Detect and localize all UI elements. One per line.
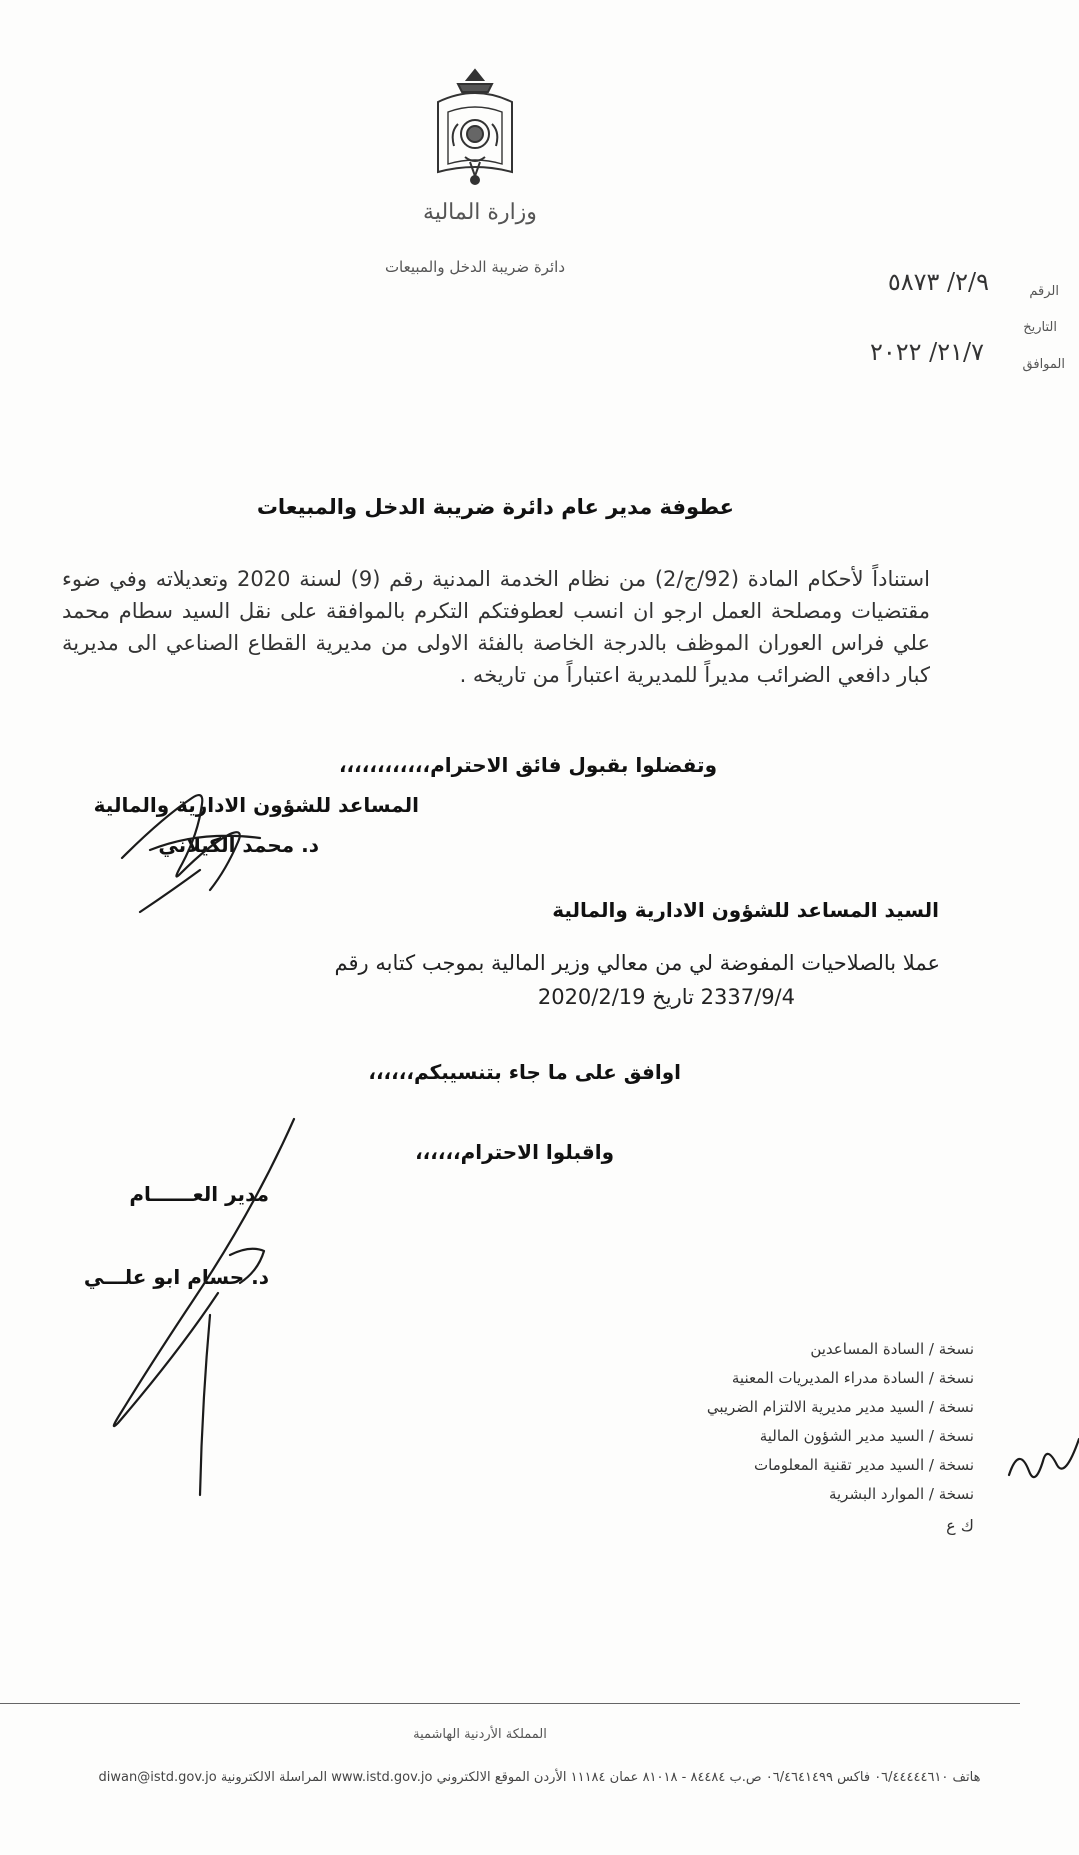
director-general-name: د. حسام ابو علـــي xyxy=(83,1265,269,1289)
corresponding-date-label: الموافق xyxy=(1022,357,1065,372)
department-name: دائرة ضريبة الدخل والمبيعات xyxy=(384,258,566,276)
date-label: التاريخ xyxy=(1023,320,1057,335)
ministry-name: وزارة المالية xyxy=(423,200,537,225)
signatory-title: المساعد للشؤون الادارية والمالية xyxy=(93,793,419,817)
closing-phrase: وتفضلوا بقبول فائق الاحترام،،،،،،،،،،،، xyxy=(338,753,717,777)
approval-closing: واقبلوا الاحترام،،،،،، xyxy=(415,1140,614,1164)
reference-number-label: الرقم xyxy=(1029,284,1059,299)
copy-recipient: نسخة / الموارد البشرية xyxy=(828,1485,974,1503)
authorization-line-1: عملا بالصلاحيات المفوضة لي من معالي وزير المالية بموجب كتابه رقم xyxy=(334,951,940,975)
typist-initials: ك ع xyxy=(946,1516,974,1535)
copy-recipient: نسخة / السيد مدير مديرية الالتزام الضريبي xyxy=(706,1398,974,1416)
reference-number-value: ٢/٩/ ٥٨٧٣ xyxy=(887,268,989,296)
copy-recipient: نسخة / السيد مدير الشؤون المالية xyxy=(759,1427,974,1445)
letter-body-paragraph: استناداً لأحكام المادة (92/ج/2) من نظام الخدمة المدنية رقم (9) لسنة 2020 وتعديلاته وفي ضوء مقتضيات ومصلحة العمل ارجو ان انسب لعطوفتكم التكرم بالموافقة على نقل السيد سطام محمد علي فراس العوران الموظف بالدرجة الخاصة بالفئة الاولى من مديرية القطاع الصناعي الى مديرية كبار دافعي الضرائب مديراً للمديرية اعتباراً من تاريخه . xyxy=(62,567,930,687)
copy-recipient: نسخة / السادة مدراء المديريات المعنية xyxy=(731,1369,974,1387)
letter-subject: عطوفة مدير عام دائرة ضريبة الدخل والمبيعات xyxy=(256,495,734,519)
approval-statement: اوافق على ما جاء بتنسيبكم،،،،،، xyxy=(368,1060,681,1084)
footer-contact-info: هاتف ٠٦/٤٤٤٤٤٦١٠ فاكس ٠٦/٤٦٤١٤٩٩ ص.ب ٨٤٤٨٤ - ٨١٠١٨ عمان ١١١٨٤ الأردن الموقع الالكتروني www.istd.gov.jo المراسلة الالكترونية diwan@istd.gov.jo xyxy=(98,1770,981,1785)
authorization-line-2: 2337/9/4 تاريخ 2020/2/19 xyxy=(537,985,795,1009)
copy-recipient: نسخة / السيد مدير تقنية المعلومات xyxy=(754,1456,974,1474)
handwritten-initials xyxy=(1005,1425,1079,1495)
handwritten-signature-2 xyxy=(60,1115,300,1505)
director-general-title: مدير العــــــام xyxy=(129,1182,269,1206)
footer-kingdom: المملكة الأردنية الهاشمية xyxy=(413,1727,547,1742)
handwritten-signature-1 xyxy=(110,780,280,920)
jordan-coat-of-arms-icon xyxy=(420,62,530,187)
copies-list xyxy=(554,1335,974,1540)
addressee: السيد المساعد للشؤون الادارية والمالية xyxy=(552,898,939,922)
corresponding-date-value: ٢١/٧/ ٢٠٢٢ xyxy=(869,338,984,366)
copy-recipient: نسخة / السادة المساعدين xyxy=(810,1340,974,1358)
authorization-paragraph xyxy=(60,946,940,1014)
footer-divider xyxy=(0,1703,1020,1704)
signatory-name: د. محمد الكيلاني xyxy=(158,833,319,857)
